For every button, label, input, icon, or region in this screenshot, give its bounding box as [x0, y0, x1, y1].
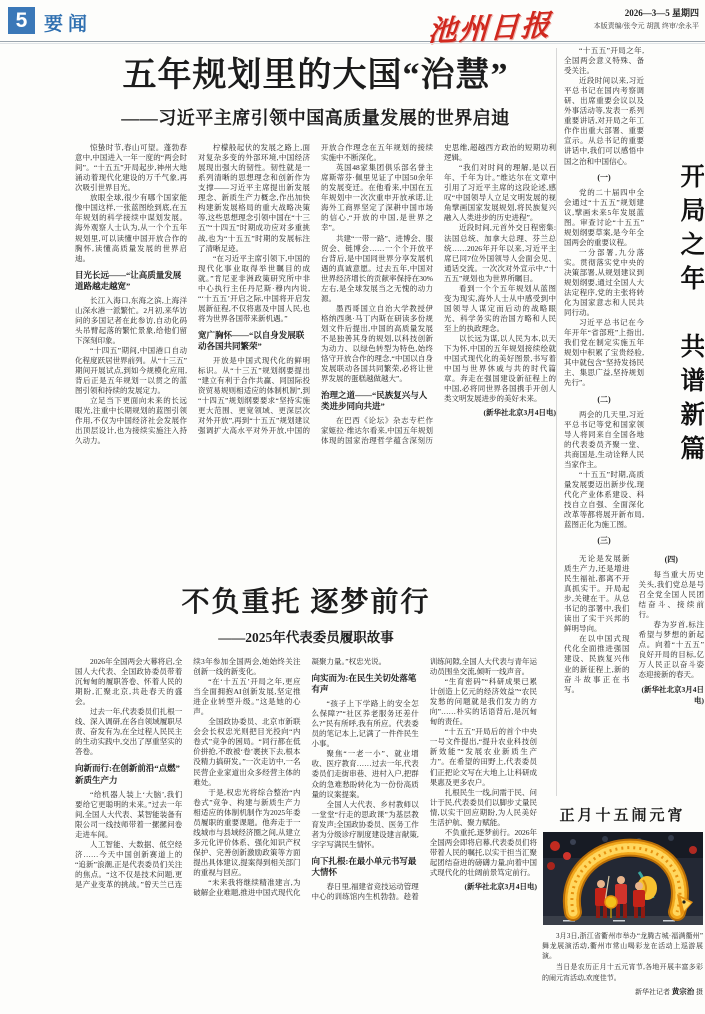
- paragraph: 全国政协委员、北京市新联会会长权忠光则把目光投向“内卷式”竞争的困局。“同行都在低价拼抢,不敢被‘卷’裹挟下去,根本没精力搞研发。”一次走访中,一名民营企业家道出众多经营主体的难处。: [193, 717, 301, 787]
- sidebar-top: [564, 46, 704, 548]
- paragraph: 墨西哥国立自治大学教授伊格纳西奥·马丁内斯在研读多份规划文件后提出,中国的高质量发展不是独善其身的规划,以科技创新为动力、以绿色转型为特色,始终恪守开放合作的理念,“中国以自身发展联动各国共同繁荣,必将让世界发展的蛋糕越做越大”。: [321, 303, 433, 384]
- paragraph: “十五五”开局之年,全国两会意义特殊、备受关注。: [564, 46, 644, 76]
- dragon-dance-photo: [543, 832, 703, 925]
- paragraph: 近段时间,元首外交日程密集:法国总统、加拿大总理、芬兰总统……2026年开年以来,习近平主席已同7位外国领导人会面会见、通话交流。一次次对外宣示中,“十五五”规划也为世界所瞩目。: [444, 223, 556, 283]
- section-subhead: 向实而为:在民生关切处落笔有声: [311, 673, 417, 695]
- date-block: [594, 7, 699, 31]
- section-name: 要闻: [44, 14, 93, 35]
- paragraph: 惊蛰时节,春山可望。蓬勃春意中,中国进入一年一度的“两会时间”。“十五五”开局起步,神州大地涌动着现代化建设的万千气象,再次吸引世界目光。: [75, 143, 187, 193]
- sidebar-text-lower: [564, 554, 704, 794]
- article-credit: (新华社北京3月4日电): [483, 408, 556, 418]
- paragraph: 英国48家集团俱乐部名誉主席斯蒂芬·佩里见证了中国50余年的发展变迁。在他看来,中国在五年规划中一次次重申开放承诺,让海外工商界坚定了深耕中国市场的信心,“开放的中国,是世界之幸”。: [321, 163, 433, 233]
- photo-credit: [542, 986, 703, 997]
- paragraph: 春为岁首,标注希望与梦想的新起点。向着“十五五”良好开局的目标,亿万人民正以奋斗姿态迎接新的春天。: [638, 620, 704, 680]
- article1-headline: 五年规划里的大国“治慧”: [122, 57, 509, 94]
- paragraph: “孩子上下学路上的安全怎么保障?”“社区养老服务还差什么?”民有所呼,我有所应。代表委员的笔记本上,记满了一件件民生小事。: [311, 699, 419, 749]
- paragraph: “十四五”期间,中国港口自动化程度跃居世界前列。从“十三五”期间开展试点,到如今规模化应用,背后正是五年规划一以贯之的蓝图引领和持续的发展定力。: [75, 345, 187, 396]
- article2-headline: 不负重托 逐梦前行: [181, 587, 431, 618]
- paragraph: “我们对时间的理解,是以百年、千年为计。”维达尔在文章中引用了习近平主席的这段论述,感叹“中国领导人立足文明发展的视角擘画国家发展规划,将民族复兴融入人类进步的历史进程”。: [444, 163, 556, 223]
- article-credit: (新华社北京3月4日电): [641, 684, 704, 705]
- paragraph: “给机器人装上‘大脑’,我们要给它更聪明的未来。”过去一年间,全国人大代表、某智能装备有限公司一线技师带着一摞摞问卷走进车间。: [75, 789, 183, 839]
- credit-suffix: 摄: [696, 987, 703, 996]
- paragraph: 于是,权忠光将综合整治“内卷式”竞争、构建与新质生产力相适应的体制机制作为2025年委员履职的重要课题。他奔走于一线城市与县域经济圈之间,从建立多元化评价体系、强化知识产权保护、完善创新激励政策等方面提出具体建议,提案得到相关部门的重视与回应。: [193, 787, 301, 877]
- paragraph: 每当重大历史关头,我们党总是号召全党全国人民团结奋斗、接续前行。: [638, 570, 704, 620]
- paragraph: “十五五”开局后的首个中央一号文件提出,“提升农业科技创新效能”“发展农业新质生产力”。在希望的田野上,代表委员们正把论文写在大地上,让科研成果惠及更多农户。: [429, 727, 537, 787]
- paragraph: 长江入海口,东海之滨,上海洋山深水港一派繁忙。2月初,来华访问的多国记者在此参访,自动化码头吊臂起落的繁忙景象,给他们留下深刻印象。: [75, 295, 187, 345]
- section-subhead: 向新而行:在创新前沿“点燃”新质生产力: [75, 763, 180, 785]
- paragraph: “在‘十五五’开局之年,更应当全面拥抱AI创新发展,坚定推进企业转型升级。”这是她的心声。: [193, 677, 301, 717]
- paragraph: 过去一年,代表委员们扎根一线、深入调研,在各自领域履职尽责、奋发有为,在全过程人民民主的生动实践中,交出了厚重坚实的答卷。: [75, 707, 183, 757]
- paragraph: 近段时间以来,习近平总书记在国内考察调研、出席重要会议以及外事活动等,发表一系列重要讲话,对开局之年工作作出重大部署、重要宣示。从总书记的重要讲话中,我们可以感悟中国之治和中国信心。: [564, 76, 644, 166]
- paragraph: 一分部署,九分落实。贯彻落实党中央的决策部署,从规划建议到规划纲要,通过全国人大法定程序,党的主张将转化为国家意志和人民共同行动。: [564, 247, 644, 318]
- article2-subtitle: ——2025年代表委员履职故事: [218, 630, 394, 645]
- paragraph: 扎根民生一线,问需于民、问计于民,代表委员们以脚步丈量民情,以实干回应期盼,为人民美好生活护航、聚力赋能。: [429, 787, 537, 827]
- paragraph: 开放是中国式现代化的鲜明标识。从“十三五”规划纲要提出“建立有利于合作共赢、同国际投资贸易规则相适应的体制机制”,到“十四五”规划纲要要求“坚持实施更大范围、更宽领域、更深层次对外开放”,再到“十五五”规划建议强调扩大高水平对外开放,中国的开放合作理念在五年规划的接续实施中不断深化。: [198, 143, 433, 436]
- paragraph: 2026年全国两会大幕将启,全国人大代表、全国政协委员带着沉甸甸的履职答卷、怀着人民的期盼,汇聚北京,共赴春天的盛会。: [75, 657, 183, 707]
- article-five-year-plan: [75, 56, 556, 555]
- paragraph: 以长远为谋,以人民为本,以天下为怀,中国的五年规划接续绘就中国式现代化的美好图景,书写着中国与世界休戚与共的时代篇章。奔走在强国建设新征程上的中国,必将同世界各国携手开创人类文明发展进步的美好未来。: [444, 333, 556, 404]
- paragraph: 习近平总书记在今年开年“省部班”上指出,我们党在制定实施五年规划中积累了宝贵经验,其中就包含“坚持发扬民主、集思广益,坚持规划先行”。: [564, 318, 644, 388]
- paragraph: 看到一个个五年规划从蓝图变为现实,海外人士从中感受到中国领导人谋定而后动的战略眼光、科学务实的治国方略和人民至上的执政理念。: [444, 283, 556, 333]
- editors-line: 本版责编/张令元 胡凯 终审/余永平: [593, 21, 699, 30]
- section-marker: (二): [597, 394, 611, 404]
- section-subhead: 目光长远——“让高质量发展道路越走越宽”: [75, 269, 182, 291]
- paragraph: 春日里,福建省竞技运动管理中心的训练馆内生机勃勃。趁着训练间隙,全国人大代表与青年运动员围坐交流,倾听一线声音。: [311, 657, 537, 901]
- paragraph: “在习近平主席引领下,中国的现代化事业取得举世瞩目的成就。”肯尼亚非洲政策研究所中非中心执行主任丹尼斯·穆内内说,“‘十五五’开启之际,中国将开启发展新征程,不仅将惠及中国人民,也将为世界各国带来新机遇。”: [198, 253, 310, 323]
- credit-photographer: 黄宗治: [671, 986, 695, 996]
- photo-article-headline: 正月十五闹元宵: [559, 808, 686, 824]
- paragraph: “生育密码”“科研成果已累计创造上亿元的经济效益”“农民发愁的问题就是我们发力的方向”……朴实的话语背后,是沉甸甸的责任。: [429, 677, 537, 727]
- paragraph: 在巴西《论坛》杂志专栏作家姬拉·维达尔看来,中国五年规划体现的国家治理哲学蕴含深刻历史思维,超越西方政治的短期功利逻辑。: [321, 143, 556, 446]
- paragraph: 聚焦“一老一小”、就业增收、医疗教育……过去一年,代表委员们走街串巷、进村入户,把群众的急难愁盼转化为一份份高质量的议案提案。: [311, 749, 419, 799]
- paragraph: 党的二十届四中全会通过“十五五”规划建议,擘画未来5年发展蓝图。审查讨论“十五五”规划纲要草案,是今年全国两会的重要议程。: [564, 187, 644, 247]
- paragraph: 两会的几天里,习近平总书记等党和国家领导人将同来自全国各地的代表委员齐聚一堂、共商国是,生动诠释人民当家作主。: [564, 409, 644, 469]
- issue-date: 2026—3—5 星期四: [624, 8, 699, 18]
- article2-body: [75, 657, 537, 1001]
- masthead-logo: 池州日报: [427, 9, 553, 49]
- sidebar-commentary: [564, 46, 704, 798]
- section-subhead: 治理之道——“民族复兴与人类进步同向共进”: [321, 390, 428, 412]
- photo-article-lantern-festival: [540, 804, 705, 997]
- paragraph: 无论是发展新质生产力,还是增进民生福祉,都离不开真抓实干。开局起步,关键在干。从总书记的部署中,我们读出了实干兴邦的鲜明导向。: [564, 554, 630, 634]
- paragraph: 人工智能、大数据、低空经济……今天中国创新赛道上的“追新”浪潮,正是代表委员们关注的焦点。“这不仅是技术问题,更是产业变革的挑战。”曾天兰已连续3年参加全国两会,她始终关注创新一线的新变化。: [75, 657, 301, 889]
- page-header: [0, 0, 705, 49]
- sidebar-divider: [556, 48, 557, 796]
- article1-body: [75, 143, 556, 555]
- article1-subtitle: ——习近平主席引领中国高质量发展的世界启迪: [121, 108, 510, 129]
- section-marker: (一): [597, 172, 611, 182]
- paragraph: 在以中国式现代化全面推进强国建设、民族复兴伟业的新征程上,新的奋斗故事正在书写。: [564, 634, 630, 694]
- page-number: 5: [8, 7, 35, 34]
- paragraph: “十五五”时期,高质量发展要迈出新步伐,现代化产业体系建设、科技自立自强、全面深化改革等都将展开新布局,蓝图正化为施工图。: [564, 469, 644, 530]
- paragraph: “未来我将继续精准建言,为破解企业难题,推进中国式现代化凝聚力量。”权忠光说。: [193, 657, 387, 898]
- paragraph: 全国人大代表、乡村教师以一堂堂“行走的思政课”为基层教育发声;全国政协委员、医务工作者为分级诊疗制度建设建言献策,字字写满民生情怀。: [311, 799, 419, 849]
- paragraph: 立足当下更面向未来的长远眼光,注重中长期规划的蓝图引领作用,不仅为中国经济社会发展作出顶层设计,也为接续实施注入持久动力。: [75, 396, 187, 446]
- section-marker: (三): [597, 536, 611, 546]
- paragraph: 共建“一带一路”、进博会、服贸会、链博会……一个个开放平台背后,是中国同世界分享发展机遇的真诚意愿。过去五年,中国对世界经济增长的贡献率保持在30%左右,是全球发展当之无愧的动力源。: [321, 233, 433, 303]
- paragraph: 柠檬般起伏的发展之路上,面对复杂多变的外部环境,中国经济展现出强大的韧性。韧性就是一系列清晰的思想理念和创新作为支撑——习近平主席提出新发展理念、新质生产力概念,作出加快构建新发展格局的重大战略决策等,这些思想理念引领中国在“十三五”“十四五”时期成功应对多重挑战,也为“十五五”时期的发展标注了清晰足迹。: [198, 143, 310, 253]
- article-credit: (新华社北京3月4日电): [464, 882, 537, 892]
- paragraph: 不负重托,逐梦前行。2026年全国两会即将启幕,代表委员们将带着人民的嘱托,以实干担当汇聚起团结奋进的磅礴力量,向着中国式现代化的壮阔前景笃定前行。: [429, 827, 537, 877]
- section-subhead: 宽广胸怀——“以自身发展联动各国共同繁荣”: [198, 329, 305, 351]
- credit-agency: 新华社记者: [635, 987, 670, 996]
- sidebar-vertical-headline: 开局之年 共谱新篇: [677, 163, 704, 469]
- section-subhead: 向下扎根:在最小单元书写最大情怀: [311, 855, 417, 877]
- header-rule: [0, 43, 705, 44]
- photo-caption-line2: 当日是农历正月十五元宵节,各地开展丰富多彩的闹元宵活动,欢度佳节。: [542, 963, 703, 982]
- sidebar-text-upper: [564, 46, 644, 548]
- photo-caption-line1: 3月3日,浙江省衢州市举办“龙腾古城·福满衢州”舞龙展演活动,衢州市常山喝彩龙在活动上巡游展演。: [542, 932, 703, 961]
- section-marker: (四): [664, 555, 678, 564]
- paragraph: 放眼全球,很少有哪个国家能像中国这样,一张蓝图绘到底,在五年规划的科学接续中谋划发展。海外观察人士认为,从一个个五年规划里,可以读懂中国开放合作的胸怀,读懂高质量发展的世界启迪。: [75, 193, 187, 263]
- article-deputies-stories: [75, 580, 537, 1001]
